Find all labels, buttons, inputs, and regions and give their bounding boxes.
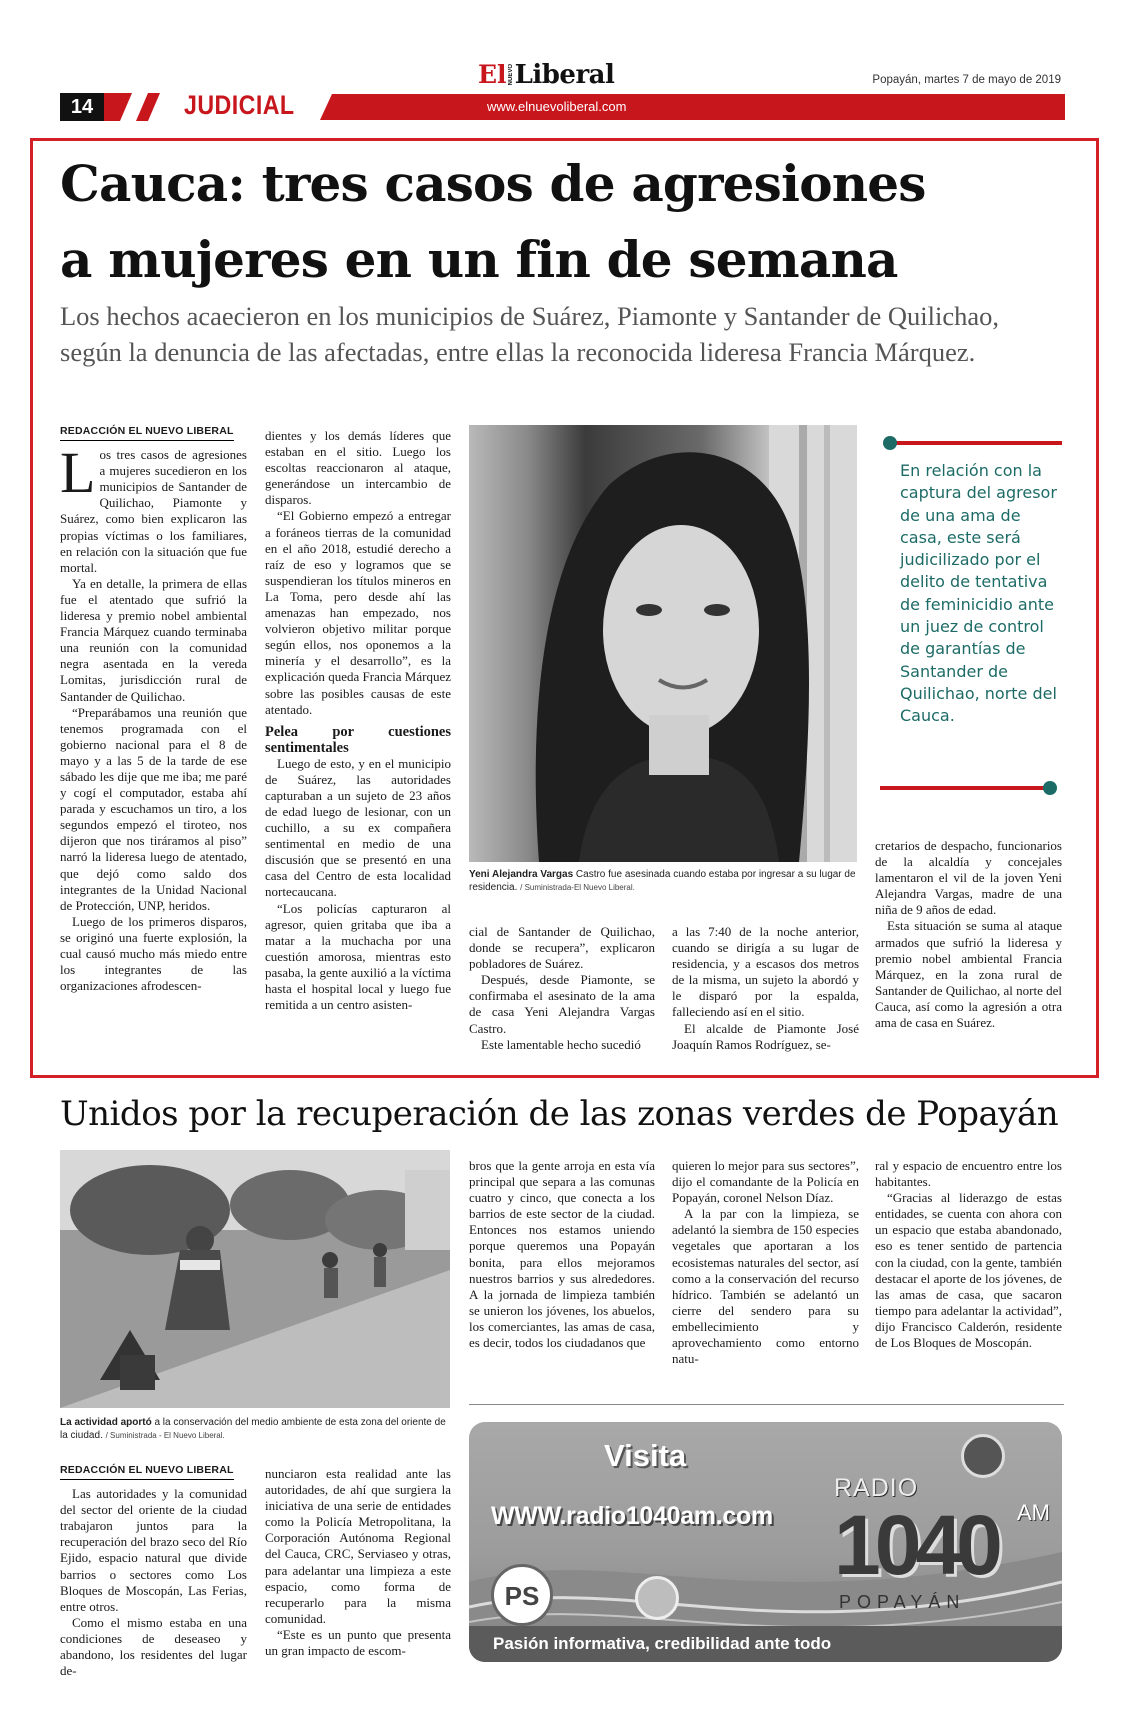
ps-logo-text: PS xyxy=(504,1581,540,1611)
headline-line2: a mujeres en un fin de semana xyxy=(60,230,898,289)
ad-url[interactable]: WWW.radio1040am.com xyxy=(491,1502,773,1530)
paragraph: bros que la gente arroja en esta vía principal que separa a las comunas cuatro y cinco, que conecta a los barrios de este sector de la ciudad. Entonces nos estamos uniendo porque queremos una Popayán bonita, para ellos mejoramos nuestros barrios y sus alrededores. A la jornada de limpieza también se unieron los jóvenes, los abuelos, los comerciantes, las amas de casa, es decir, todos los ciudadanos que xyxy=(469,1158,655,1351)
ad-am: AM xyxy=(1017,1500,1050,1525)
caption-bold: Yeni Alejandra Vargas xyxy=(469,869,574,880)
paragraph: Esta situación se suma al ataque armados que sufrió la lideresa y premio nobel ambiental Francia Márquez, en la zona rural de Santander de Quilichao, al norte del Cauca, así como la agresión a otra ama de casa en Suárez. xyxy=(875,918,1062,1031)
microphone-icon xyxy=(961,1434,1005,1478)
paragraph: nunciaron esta realidad ante las autoridades, de ahí que surgiera la iniciativa de una serie de entidades como la Policía Metropolitana, la Corporación Autónoma Regional del Cauca, CRC, Serviaseo y otras, para adelantar una limpieza a este espacio, como forma de recuperarlo para la misma comunidad. xyxy=(265,1466,451,1626)
dateline: Popayán, martes 7 de mayo de 2019 xyxy=(872,74,1061,86)
portrait-illustration xyxy=(469,425,857,862)
paragraph: Luego de esto, y en el municipio de Suárez, las autoridades capturaban a un sujeto de 23 años de edad luego de lesionar, con un cuchillo, a su ex compañera sentimental en medio de una discusión que se presentó en una casa del Centro de esta localidad nortecaucana. xyxy=(265,755,451,900)
headline-line1: Cauca: tres casos de agresiones xyxy=(60,154,926,213)
paragraph: “Gracias al liderazgo de estas entidades, se cuenta con ahora con un espacio que estaba abandonado, eso es tener sentido de partencia con la ciudad, con la gente, también destacar el aporte de los jóvenes, de las amas de casa, que sacaron tiempo para adelantar la actividad”, dijo Francisco Calderón, residente de Los Bloques de Moscopán. xyxy=(875,1190,1062,1351)
article1-col1 xyxy=(60,422,247,994)
paragraph: Después, desde Piamonte, se confirmaba el asesinato de la ama de casa Yeni Alejandra Vargas Castro. xyxy=(469,972,655,1036)
subheading: Pelea por cuestiones sentimentales xyxy=(265,723,451,756)
photo-credit: / Suministrada - El Nuevo Liberal. xyxy=(105,1431,225,1440)
paragraph: “El Gobierno empezó a entregar a foráneos tierras de la comunidad en el año 2018, estudié derecho a raíz de eso y logramos que se suspendieran los títulos mineros en La Toma, pero desde ahí las amenazas han empezado, nos volvieron objetivo militar porque según ellos, nos oponemos a la minería y el desarrollo”, es la explicación queda Francia Márquez sobre las posibles causas de este atentado. xyxy=(265,508,451,717)
article1-headline xyxy=(60,146,1080,298)
paragraph: cretarios de despacho, funcionarios de la alcaldía y concejales lamentaron el vil de la joven Yeni Alejandra Vargas, madre de una niña de 9 años de edad. xyxy=(875,838,1062,918)
byline: REDACCIÓN EL NUEVO LIBERAL xyxy=(60,1462,234,1480)
paragraph: “Este es un punto que presenta un gran impacto de escom- xyxy=(265,1626,451,1659)
radio-wave-icon xyxy=(635,1576,679,1620)
page-number-box xyxy=(60,93,104,121)
portrait-photo xyxy=(469,425,857,862)
photo-credit: / Suministrada-El Nuevo Liberal. xyxy=(520,883,635,892)
article2-col1 xyxy=(60,1461,247,1679)
article2-col3 xyxy=(469,1158,655,1351)
newspaper-logo[interactable] xyxy=(478,58,614,90)
paragraph: cial de Santander de Quilichao, donde se recupera”, explicaron pobladores de Suárez. xyxy=(469,924,655,972)
paragraph: Luego de los primeros disparos, se originó una fuerte explosión, la cual causó mucho más miedo entre los integrantes de las organizaciones afrodescen- xyxy=(60,913,247,994)
ps-logo-icon xyxy=(491,1564,553,1626)
header-red-bar xyxy=(320,94,1065,120)
paragraph: quieren lo mejor para sus sectores”, dijo el comandante de la Policía en Popayán, coronel Nelson Díaz. xyxy=(672,1158,859,1206)
ad-number: 1040 xyxy=(834,1498,997,1592)
logo-el: El xyxy=(478,60,507,89)
park-illustration xyxy=(60,1150,450,1408)
article2-col5 xyxy=(875,1158,1062,1351)
article1-deck: Los hechos acaecieron en los municipios de Suárez, Piamonte y Santander de Quilichao, según la denuncia de las afectadas, entre ellas la reconocida lideresa Francia Márquez. xyxy=(60,301,999,367)
ad-radio: RADIO xyxy=(834,1474,919,1502)
article2-headline: Unidos por la recuperación de las zonas verdes de Popayán xyxy=(60,1094,1059,1134)
article1-col5 xyxy=(875,838,1062,1031)
caption-text: a la conservación del medio ambiente de esta zona del oriente de la ciudad. xyxy=(60,1417,446,1441)
ad-top-rule xyxy=(469,1404,1064,1405)
photo-caption xyxy=(469,868,869,894)
section-label: JUDICIAL xyxy=(184,90,295,120)
caption-text: Castro fue asesinada cuando estaba por ingresar a su lugar de residencia. xyxy=(469,869,856,893)
byline: REDACCIÓN EL NUEVO LIBERAL xyxy=(60,423,234,441)
pullquote-text: En relación con la captura del agresor de una ama de casa, este será judicilizado por el delito de tentativa de feminicidio ante un juez de control de garantías de Santander de Quilichao, norte del Cauca. xyxy=(900,461,1057,726)
paragraph: dientes y los demás líderes que estaban en el sitio. Luego los escoltas reaccionaron al ataque, generándose un intercambio de disparos. xyxy=(265,428,451,508)
park-photo-caption xyxy=(60,1416,452,1442)
page-number: 14 xyxy=(70,96,94,118)
article1-col2 xyxy=(265,428,451,1013)
ad-visita: Visita xyxy=(604,1438,687,1473)
article2-col4 xyxy=(672,1158,859,1367)
logo-nuevo: NUEVO xyxy=(507,63,514,85)
website[interactable]: www.elnuevoliberal.com xyxy=(487,99,627,114)
paragraph: “Los policías capturaron al agresor, quien gritaba que iba a matar a la muchacha por una cuestión amorosa, mientras esto pasaba, la gente auxilió a la víctima hasta el hospital local y luego fue remitida a un centro asisten- xyxy=(265,900,451,1013)
radio-ad[interactable] xyxy=(469,1422,1062,1662)
park-photo xyxy=(60,1150,450,1408)
ad-city: POPAYÁN xyxy=(839,1592,966,1612)
pullquote-bottom-dot xyxy=(1043,781,1057,795)
paragraph: Como el mismo estaba en una condiciones de deseaseo y abandono, los residentes del lugar de- xyxy=(60,1614,247,1679)
paragraph: A la par con la limpieza, se adelantó la siembra de 150 especies vegetales que aportaran a los ecosistemas naturales del sector, así como a la conservación del recurso hídrico. También se adelantó un cierre del sendero para su embellecimiento y aprovechamiento como entorno natu- xyxy=(672,1206,859,1367)
pullquote-bottom-rule xyxy=(880,786,1050,790)
section-tab-shape xyxy=(104,93,164,121)
logo-liberal: Liberal xyxy=(514,60,615,90)
paragraph: Las autoridades y la comunidad del sector del oriente de la ciudad trabajaron juntos para la recuperación del brazo seco del Río Ejido, espacio natural que divide barrios o sectores como Los Bloques de Moscopán, Las Ferias, entre otros. xyxy=(60,1486,247,1614)
article1-col4 xyxy=(672,924,859,1053)
caption-bold: La actividad aportó xyxy=(60,1417,152,1428)
article1-col3 xyxy=(469,924,655,1053)
paragraph: “Preparábamos una reunión que tenemos programada con el gobierno nacional para el 8 de mayo y a las 5 de la tarde de ese sábado les dije que me iba; me paré y cogí el computador, estaba ahí parada y escuchamos un tiro, a los segundos empezó el tiroteo, nos dijeron que nos tiráramos al piso” narró la lideresa luego de atentado, que dejó como saldo dos integrantes de la Unidad Nacional de Protección, UNP, heridos. xyxy=(60,704,247,913)
page-header xyxy=(0,0,1125,130)
paragraph: Ya en detalle, la primera de ellas fue el atentado que sufrió la lideresa y premio nobel ambiental Francia Márquez cuando terminaba una reunión con la comunidad negra asentada en la vereda Lomitas, jurisdicción rural de Santander de Quilichao. xyxy=(60,575,247,704)
paragraph: El alcalde de Piamonte José Joaquín Ramos Rodríguez, se- xyxy=(672,1020,859,1052)
article2-col2 xyxy=(265,1466,451,1659)
paragraph: a las 7:40 de la noche anterior, cuando se dirigía a su lugar de residencia, y a escasos dos metros de la misma, un sujeto la abordó y le disparó por la espalda, falleciendo así en el sitio. xyxy=(672,924,859,1020)
paragraph: ral y espacio de encuentro entre los habitantes. xyxy=(875,1158,1062,1190)
dropcap: L xyxy=(60,440,96,506)
paragraph: Este lamentable hecho sucedió xyxy=(481,1036,641,1052)
pullquote-top-rule xyxy=(892,441,1062,445)
pullquote-top-dot xyxy=(883,436,897,450)
paragraph: os tres casos de agresiones a mujeres sucedieron en los municipios de Santander de Quilichao, Piamonte y Suárez, como bien explicaron las propias víctimas o los familiares, en relación con la situación que fue mortal. xyxy=(60,447,247,575)
pullquote-box xyxy=(880,436,1065,800)
ad-slogan: Pasión informativa, credibilidad ante todo xyxy=(493,1634,832,1653)
